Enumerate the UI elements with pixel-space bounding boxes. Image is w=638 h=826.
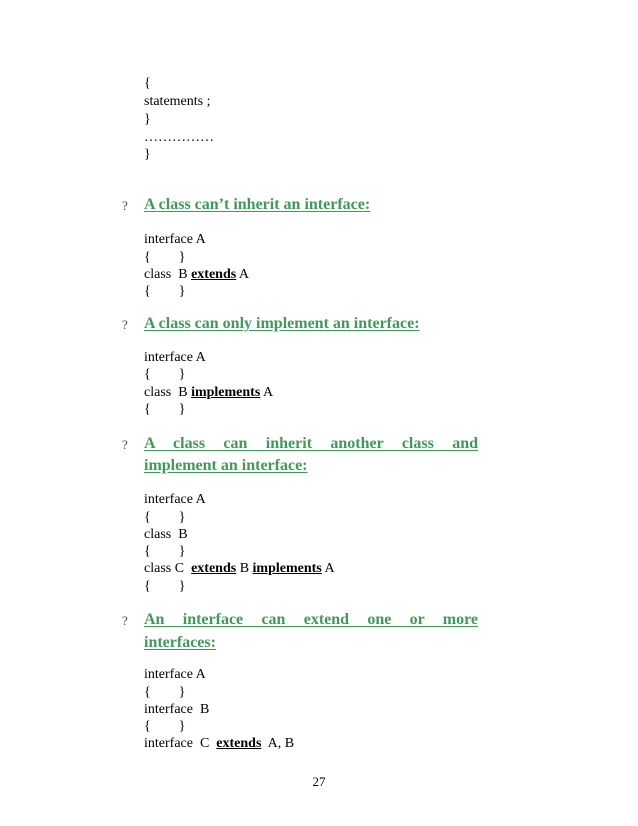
section-heading: A class can’t inherit an interface: (144, 196, 371, 213)
code-line: class B (144, 527, 188, 542)
code-line: interface B (144, 702, 210, 717)
bullet-marker: ? (122, 613, 128, 628)
code-line: class B extends A (144, 267, 250, 282)
section-heading: A class can only implement an interface: (144, 315, 420, 332)
section-heading-continued: interfaces: (144, 634, 216, 651)
code-line: { (144, 76, 151, 91)
code-line: interface A (144, 492, 206, 507)
code-line: { } (144, 402, 186, 417)
code-line: class C extends B implements A (144, 561, 335, 576)
code-line: …………… (144, 130, 214, 145)
keyword-extends: extends (216, 736, 262, 751)
code-line: { } (144, 544, 186, 559)
code-line: { } (144, 250, 186, 265)
page-number: 27 (312, 774, 326, 789)
code-line: { } (144, 579, 186, 594)
section-heading: A class can inherit another class and (144, 435, 478, 452)
code-line: } (144, 147, 151, 162)
keyword-extends: extends (191, 267, 237, 282)
bullet-marker: ? (122, 437, 128, 452)
code-line: { } (144, 284, 186, 299)
keyword-implements: implements (191, 385, 261, 400)
section-heading: An interface can extend one or more (144, 611, 478, 628)
code-line: class B implements A (144, 385, 274, 400)
code-line: interface A (144, 350, 206, 365)
keyword-extends: extends (191, 561, 237, 576)
code-line: interface C extends A, B (144, 736, 295, 751)
code-line: { } (144, 367, 186, 382)
code-line: { } (144, 510, 186, 525)
code-line: statements ; (144, 94, 211, 109)
keyword-implements: implements (252, 561, 322, 576)
bullet-marker: ? (122, 198, 128, 213)
code-line: { } (144, 719, 186, 734)
section-heading-continued: implement an interface: (144, 457, 308, 474)
code-line: } (144, 112, 151, 127)
code-line: interface A (144, 667, 206, 682)
code-line: interface A (144, 232, 206, 247)
bullet-marker: ? (122, 317, 128, 332)
code-line: { } (144, 685, 186, 700)
